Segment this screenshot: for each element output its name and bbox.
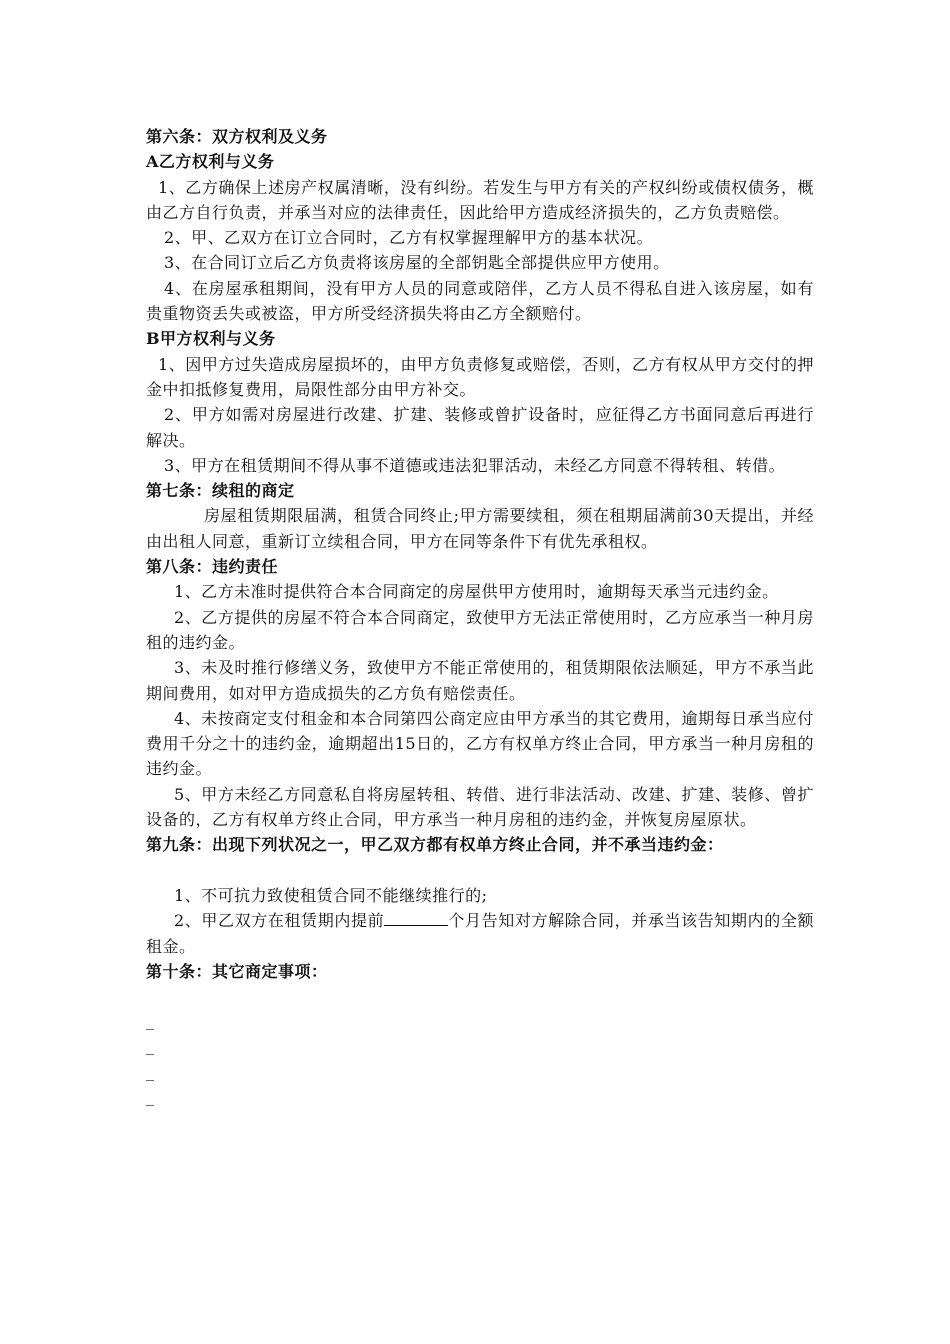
article-7-text: 房屋租赁期限届满，租赁合同终止;甲方需要续租，须在租期届满前30天提出，并经由出租人同意，重新订立续租合同，甲方在同等条件下有优先承租权。 xyxy=(146,506,814,551)
article-6-b-item-3: 3、甲方在租赁期间不得从事不道德或违法犯罪活动，未经乙方同意不得转租、转借。 xyxy=(164,455,786,475)
article-6-section-b-title: B甲方权利与义务 xyxy=(146,329,276,349)
article-6-a-item-2: 2、甲、乙双方在订立合同时，乙方有权掌握理解甲方的基本状况。 xyxy=(164,228,654,248)
article-9-item-2-after: 个月告知对方解除合同，并承当该告知期内的全额租金。 xyxy=(146,911,814,956)
article-8-item-5: 5、甲方未经乙方同意私自将房屋转租、转借、进行非法活动、改建、扩建、装修、曾扩设备的，乙方有权单方终止合同，甲方承当一种月房租的违约金，并恢复房屋原状。 xyxy=(146,784,814,830)
blank-line xyxy=(146,858,814,883)
article-6-section-a-title: A乙方权利与义务 xyxy=(146,152,275,172)
article-10-title: 第十条：其它商定事项： xyxy=(146,961,328,981)
article-8-item-1: 1、乙方未准时提供符合本合同商定的房屋供甲方使用时，逾期每天承当元违约金。 xyxy=(174,582,779,602)
article-6-b-item-2: 2、甲方如需对房屋进行改建、扩建、装修或曾扩设备时，应征得乙方书面同意后再进行解决。 xyxy=(146,405,814,450)
article-9-item-2 xyxy=(146,908,814,959)
article-9-item-2-before: 2、甲乙双方在租赁期内提前 xyxy=(174,911,385,931)
article-6-a-item-4: 4、在房屋承租期间，没有甲方人员的同意或陪伴，乙方人员不得私自进入该房屋，如有贵重物资丢失或被盗，甲方所受经济损失将由乙方全额赔付。 xyxy=(146,278,814,324)
blank-dash-line: _ xyxy=(146,1061,155,1081)
blank-dash-line: _ xyxy=(146,1086,155,1106)
blank-space xyxy=(146,984,814,1008)
article-6-b-item-1: 1、因甲方过失造成房屋损坏的，由甲方负责修复或赔偿，否则，乙方有权从甲方交付的押金中扣抵修复费用，局限性部分由甲方补交。 xyxy=(146,354,814,399)
article-9-title: 第九条：出现下列状况之一，甲乙双方都有权单方终止合同，并不承当违约金： xyxy=(146,835,724,855)
blank-dash-line: _ xyxy=(146,1036,155,1056)
blank-dash-line: _ xyxy=(146,1011,155,1031)
article-6-title: 第六条：双方权利及义务 xyxy=(146,127,328,146)
article-8-item-3: 3、未及时推行修缮义务，致使甲方不能正常使用的，租赁期限依法顺延，甲方不承当此期间费用，如对甲方造成损失的乙方负有赔偿责任。 xyxy=(146,658,814,703)
article-8-title: 第八条：违约责任 xyxy=(146,557,279,577)
article-7-title: 第七条：续租的商定 xyxy=(146,481,295,501)
article-9-item-1: 1、不可抗力致使租赁合同不能继续推行的; xyxy=(174,885,488,905)
article-8-item-2: 2、乙方提供的房屋不符合本合同商定，致使甲方无法正常使用时，乙方应承当一种月房租的违约金。 xyxy=(146,607,814,652)
months-blank-field xyxy=(384,909,448,926)
contract-page xyxy=(146,124,814,1109)
article-6-a-item-3: 3、在合同订立后乙方负责将该房屋的全部钥匙全部提供应甲方使用。 xyxy=(164,253,670,273)
article-8-item-4: 4、未按商定支付租金和本合同第四公商定应由甲方承当的其它费用，逾期每日承当应付费用千分之十的违约金，逾期超出15日的，乙方有权单方终止合同，甲方承当一种月房租的违约金。 xyxy=(146,708,814,779)
article-6-a-item-1: 1、乙方确保上述房产权属清晰，没有纠纷。若发生与甲方有关的产权纠纷或债权债务，概由乙方自行负责，并承当对应的法律责任，因此给甲方造成经济损失的，乙方负责赔偿。 xyxy=(146,177,814,222)
